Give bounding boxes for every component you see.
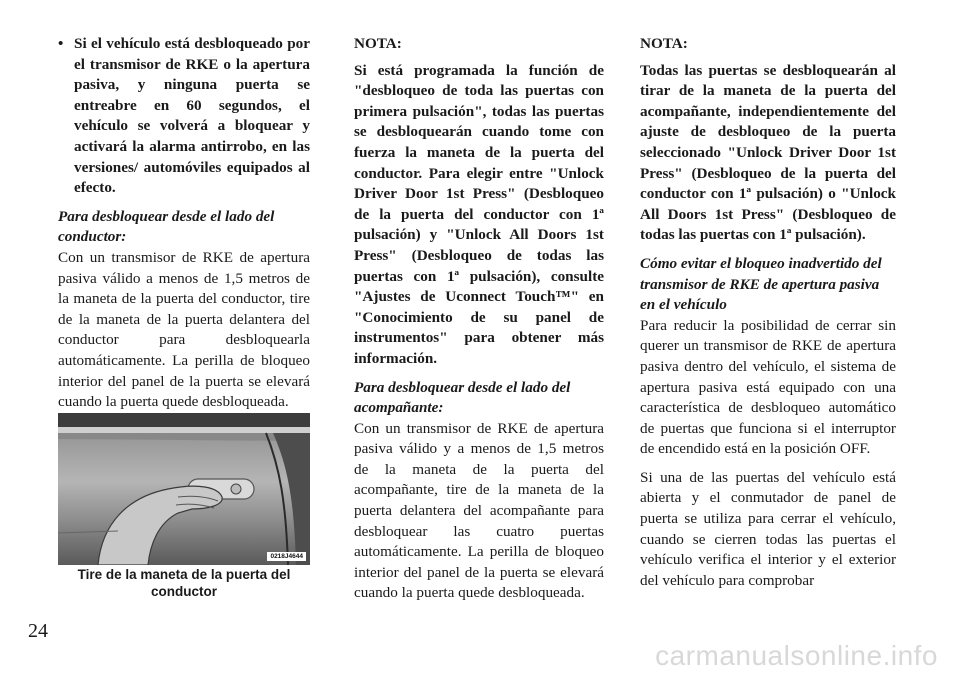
section-heading-lockout: Cómo evitar el bloqueo inadvertido del transmisor de RKE de apertura pasiva en el vehículo xyxy=(640,254,882,314)
figure-caption: Tire de la maneta de la puerta del conductor xyxy=(77,567,291,599)
note-body: Si está programada la función de "desbloqueo de toda las puertas con primera pulsación", todas las puertas se desbloquearán cuando tome con fuerza la maneta de la puerta del conductor. Para elegir entre "Unlock Driver Door 1st Press" (Desbloqueo de la puerta del conductor con 1ª pulsación) y "Unlock All Doors 1st Press" (Desbloqueo de todas las puertas con 1ª pulsación), consulte "Ajustes de Uconnect Touch™" en "Conocimiento de su panel de instrumentos" para obtener más información. xyxy=(354,61,604,367)
note-title: NOTA: xyxy=(640,35,688,52)
paragraph-lockout-1: Para reducir la posibilidad de cerrar sin querer un transmisor de RKE de apertura pasiva dentro del vehículo, el sistema de apertura pasiva está equipado con una característica de desbloqueo automático de puertas que funciona si el interruptor de encendido está en la posición OFF. xyxy=(640,316,896,458)
bullet-dot-icon: • xyxy=(58,35,64,52)
section-heading-passenger: Para desbloquear desde el lado del acompañante: xyxy=(354,378,571,417)
column-left xyxy=(58,34,310,413)
bullet-text: Si el vehículo está desbloqueado por el transmisor de RKE o la apertura pasiva, y ninguna puerta se entreabre en 60 segundos, el vehículo se volverá a bloquear y activará la alarma antirrobo, en las versiones/ automóviles equipados al efecto. xyxy=(74,35,310,197)
watermark: carmanualsonline.info xyxy=(655,640,938,671)
bullet-item xyxy=(58,34,310,199)
paragraph-lockout-2: Si una de las puertas del vehículo está abierta y el conmutador de panel de puerta se utiliza para cerrar el vehículo, cuando se cierren todas las puertas el vehículo verifica el interior y el exterior del vehículo para comprobar xyxy=(640,468,896,589)
note-body: Todas las puertas se desbloquearán al tirar de la maneta de la puerta del acompañante, independientemente del ajuste de desbloqueo de la puerta seleccionado "Unlock Driver Door 1st Press" (Desbloqueo de la puerta del conductor con 1ª pulsación) o "Unlock All Doors 1st Press" (Desbloqueo de todas las puertas con 1ª pulsación). xyxy=(640,61,896,244)
column-middle xyxy=(354,34,604,604)
door-handle-illustration xyxy=(58,413,310,565)
figure-code: 0218J4644 xyxy=(267,552,306,561)
section-heading-driver: Para desbloquear desde el lado del conductor: xyxy=(58,207,275,246)
paragraph-passenger-unlock: Con un transmisor de RKE de apertura pasiva válido y a menos de 1,5 metros de la maneta de la puerta del acompañante, tire de la maneta de la puerta delantera del acompañante para desbloquear las cuatro puertas automáticamente. La perilla de bloqueo interior del panel de la puerta se elevará cuando la puerta quede desbloqueada. xyxy=(354,419,604,602)
note-title: NOTA: xyxy=(354,35,402,52)
paragraph-driver-unlock: Con un transmisor de RKE de apertura pasiva válido a menos de 1,5 metros de la maneta de la puerta del conductor, tire de la maneta de la puerta delantera del conductor para desbloquearla automáticamente. La perilla de bloqueo interior del panel de la puerta se elevará cuando la puerta quede desbloqueada. xyxy=(58,248,310,411)
door-handle-figure xyxy=(58,413,310,565)
page-number: 24 xyxy=(28,620,48,642)
column-right xyxy=(640,34,896,591)
